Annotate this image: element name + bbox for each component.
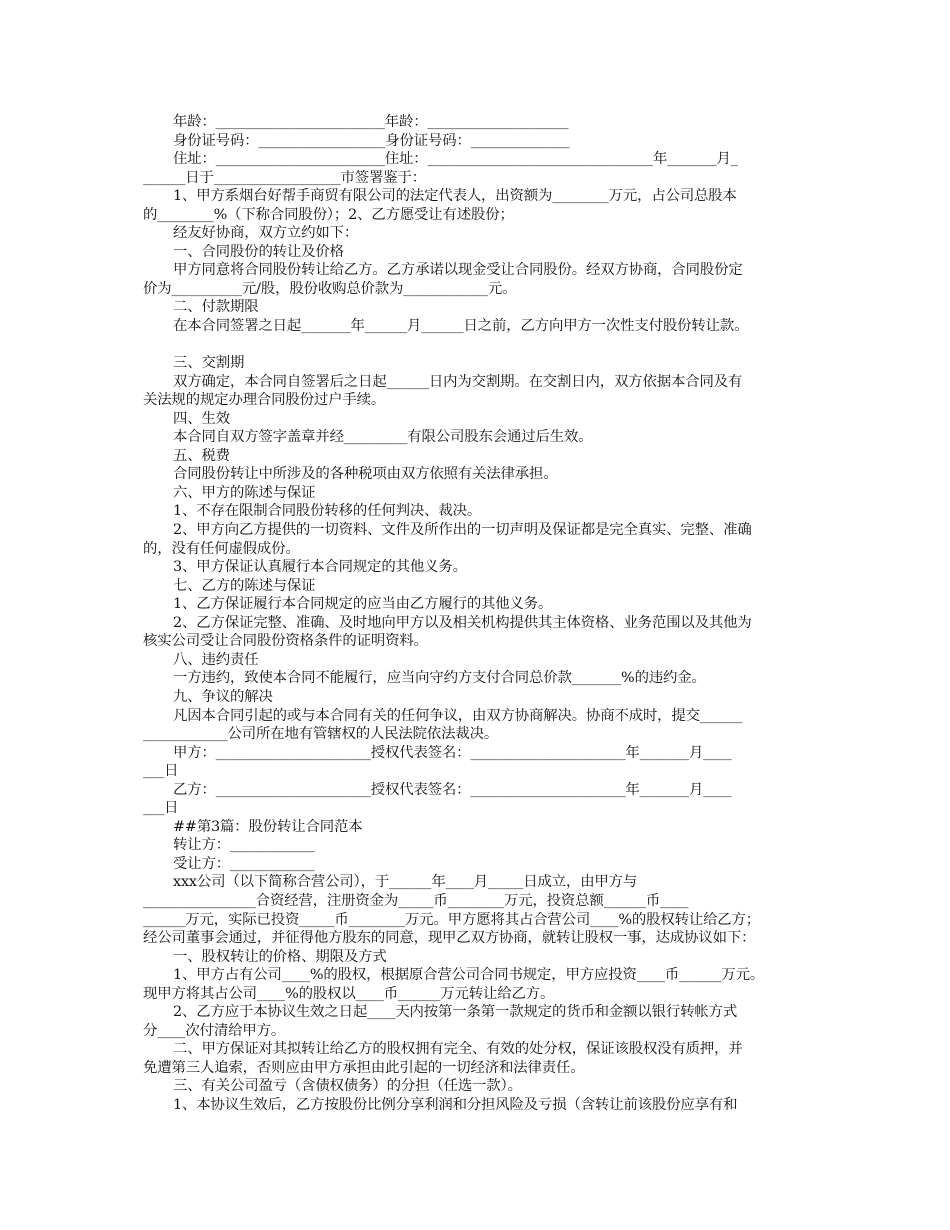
text-line-l24: 3、甲方保证认真履行本合同规定的其他义务。 [173,559,467,576]
document-body [143,113,815,1115]
text-line-l20: 六、甲方的陈述与保证 [173,484,316,501]
text-line-l36: 乙方：______________________授权代表签名：______________________年_______月____ [173,781,732,798]
text-line-l10: 价为__________元/股，股份收购总价款为____________元。 [143,280,517,297]
text-line-l11: 二、付款期限 [173,299,259,316]
text-line-l51: 免遭第三人追索，否则应由甲方承担由此引起的一切经济和法律责任。 [143,1059,585,1076]
text-line-l13: 三、交割期 [173,355,245,372]
text-line-l26: 1、乙方保证履行本合同规定的应当由乙方履行的其他义务。 [173,596,553,613]
text-line-l15: 关法规的规定办理合同股份过户手续。 [143,392,386,409]
text-line-l42: ________________合资经营，注册资金为_____币________万元，投资总额______币____ [143,892,689,909]
text-line-l22: 2、甲方向乙方提供的一切资料、文件及所作出的一切声明及保证都是完全真实、完整、准确 [173,522,752,539]
text-line-l38: ##第3篇：股份转让合同范本 [173,818,363,835]
text-line-l07: 经友好协商，双方立约如下： [173,225,359,242]
blank-line [143,336,815,355]
text-line-l17: 本合同自双方签字盖章并经_________有限公司股东会通过后生效。 [173,429,593,446]
text-line-l09: 甲方同意将合同股份转让给乙方。乙方承诺以现金受让合同股份。经双方协商，合同股份定 [173,262,743,279]
text-line-l06: 的________%（下称合同股份）；2、乙方愿受让有述股份； [143,206,514,223]
text-line-l12: 在本合同签署之日起_______年______月______日之前，乙方向甲方一次性支付股份转让款。 [173,318,749,335]
text-line-l53: 1、本协议生效后，乙方按股份比例分享利润和分担风险及亏损（含转让前该股份应享有和 [173,1096,738,1113]
text-line-l52: 三、有关公司盈亏（含债权债务）的分担（任选一款）。 [173,1078,522,1095]
text-line-l41: xxx公司（以下简称合营公司），于______年____月_____日成立，由甲方与 [173,874,638,891]
text-line-l27: 2、乙方保证完整、准确、及时地向甲方以及相关机构提供其主体资格、业务范围以及其他为 [173,614,752,631]
text-line-l30: 一方违约，致使本合同不能履行，应当向守约方支付合同总价款_______%的违约金。 [173,670,706,687]
text-line-l35: ___日 [143,763,179,780]
text-line-l01: 年龄：________________________年龄：____________________ [173,114,569,130]
text-line-l02: 身份证号码：__________________身份证号码：______________ [173,132,570,149]
text-line-l21: 1、不存在限制合同股份转移的任何判决、裁决。 [173,503,482,520]
text-line-l16: 四、生效 [173,410,230,427]
text-line-l31: 九、争议的解决 [173,688,273,705]
text-line-l39: 转让方：____________ [173,837,315,854]
text-line-l25: 七、乙方的陈述与保证 [173,577,316,594]
text-line-l37: ___日 [143,800,179,817]
text-line-l29: 八、违约责任 [173,651,259,668]
text-line-l40: 受让方：____________ [173,855,315,872]
text-line-l43: ______万元，实际已投资_____币________万元。甲方愿将其占合营公司____%的股权转让给乙方； [143,911,761,928]
text-line-l33: ____________公司所在地有管辖权的人民法院依法裁决。 [143,726,499,743]
text-line-l28: 核实公司受让合同股份资格条件的证明资料。 [143,633,428,650]
text-line-l19: 合同股份转让中所涉及的各种税项由双方依照有关法律承担。 [173,466,558,483]
text-line-l45: 一、股权转让的价格、期限及方式 [173,948,387,965]
text-line-l48: 2、乙方应于本协议生效之日起____天内按第一条第一款规定的货币和金额以银行转帐方式 [173,1004,738,1021]
text-line-l44: 经公司董事会通过，并征得他方股东的同意，现甲乙双方协商，就转让股权一事，达成协议如下： [143,930,756,947]
text-line-l46: 1、甲方占有公司____%的股权，根据原合营公司合同书规定，甲方应投资____币______万元。 [173,967,765,984]
text-line-l18: 五、税费 [173,447,230,464]
text-line-l04: ______日于__________________市签署鉴于： [143,169,427,186]
text-line-l47: 现甲方将其占公司____%的股权以____币______万元转让给乙方。 [143,985,555,1002]
text-line-l49: 分____次付清给甲方。 [143,1022,286,1039]
text-line-l03: 住址：________________________住址：________________________________年_______月_ [173,151,738,168]
text-line-l34: 甲方：______________________授权代表签名：______________________年_______月____ [173,744,732,761]
text-line-l32: 凡因本合同引起的或与本合同有关的任何争议，由双方协商解决。协商不成时，提交______ [173,707,743,724]
text-line-l50: 二、甲方保证对其拟转让给乙方的股权拥有完全、有效的处分权，保证该股权没有质押，并 [173,1041,743,1058]
text-line-l08: 一、合同股份的转让及价格 [173,243,344,260]
text-line-l23: 的，没有任何虚假成份。 [143,540,300,557]
text-line-l05: 1、甲方系烟台好帮手商贸有限公司的法定代表人，出资额为________万元，占公司总股本 [173,188,737,205]
text-line-l14: 双方确定，本合同自签署后之日起______日内为交割期。在交割日内，双方依据本合同及有 [173,373,743,390]
